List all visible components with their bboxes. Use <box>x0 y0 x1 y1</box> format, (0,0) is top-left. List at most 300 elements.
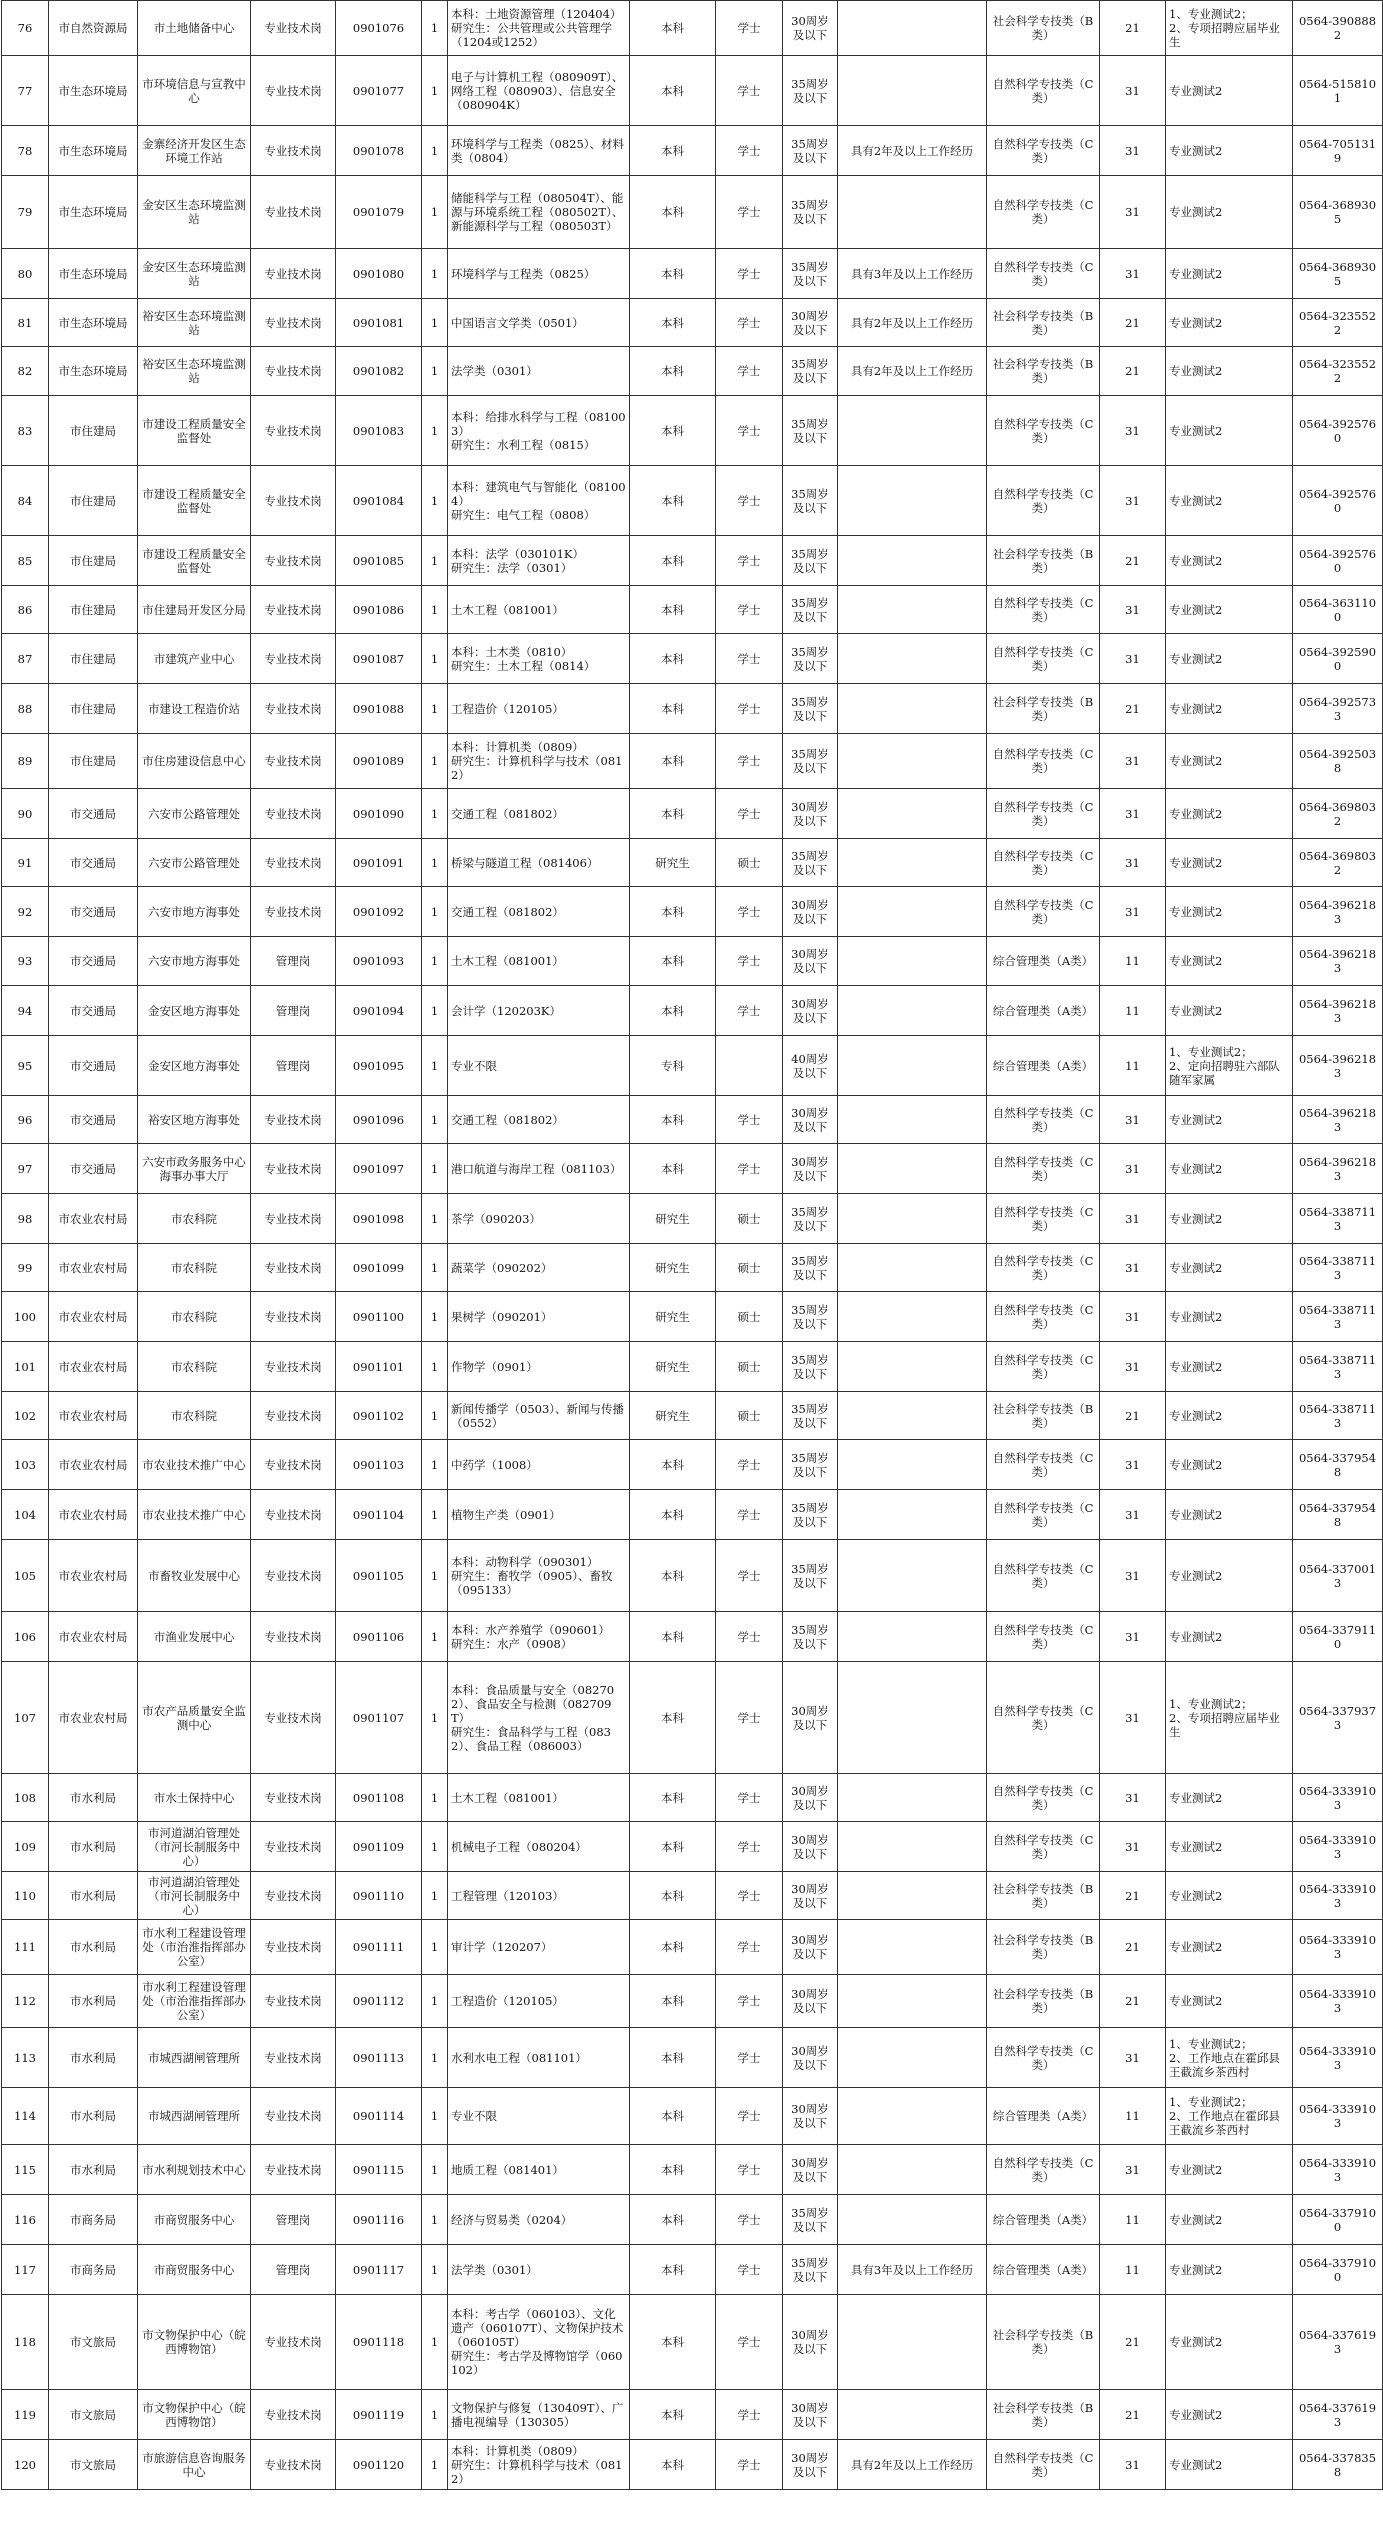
cell-headcount: 1 <box>422 734 448 789</box>
cell-position-code: 0901118 <box>336 2295 422 2390</box>
cell-age-limit: 30周岁及以下 <box>783 1662 838 1774</box>
cell-position-code: 0901090 <box>336 789 422 839</box>
cell-exam-category: 自然科学专技类（C类） <box>987 2440 1100 2490</box>
table-row <box>2 1392 1383 1440</box>
cell-other-requirement <box>838 1194 987 1244</box>
cell-hiring-unit: 金安区生态环境监测站 <box>138 249 251 299</box>
cell-exam-code: 31 <box>1100 2145 1166 2195</box>
cell-contact-phone: 0564-3339103 <box>1293 2028 1383 2088</box>
cell-position-type: 专业技术岗 <box>251 1872 336 1920</box>
cell-headcount: 1 <box>422 2245 448 2295</box>
cell-contact-phone: 0564-3379548 <box>1293 1490 1383 1540</box>
cell-education: 本科 <box>630 2195 716 2245</box>
cell-age-limit: 30周岁及以下 <box>783 1822 838 1872</box>
cell-hiring-unit: 市建设工程造价站 <box>138 684 251 734</box>
cell-major-requirement: 环境科学与工程类（0825） <box>448 249 630 299</box>
cell-major-requirement: 本科：动物科学（090301） 研究生：畜牧学（0905）、畜牧（095133） <box>448 1540 630 1612</box>
table-row <box>2 1292 1383 1342</box>
cell-contact-phone: 0564-7051319 <box>1293 126 1383 176</box>
cell-exam-code: 21 <box>1100 1392 1166 1440</box>
cell-position-code: 0901116 <box>336 2195 422 2245</box>
cell-degree <box>716 1036 783 1096</box>
cell-department: 市住建局 <box>49 634 138 684</box>
cell-hiring-unit: 裕安区地方海事处 <box>138 1096 251 1144</box>
cell-row-number: 116 <box>2 2195 49 2245</box>
cell-headcount: 1 <box>422 347 448 396</box>
cell-exam-code: 21 <box>1100 347 1166 396</box>
cell-age-limit: 35周岁及以下 <box>783 466 838 536</box>
cell-exam-code: 31 <box>1100 2028 1166 2088</box>
cell-major-requirement: 本科：法学（030101K） 研究生：法学（0301） <box>448 536 630 586</box>
cell-position-type: 专业技术岗 <box>251 1194 336 1244</box>
cell-remark: 专业测试2 <box>1166 2145 1293 2195</box>
cell-other-requirement <box>838 1392 987 1440</box>
cell-degree: 学士 <box>716 56 783 126</box>
cell-exam-code: 31 <box>1100 634 1166 684</box>
cell-position-code: 0901082 <box>336 347 422 396</box>
cell-headcount: 1 <box>422 1392 448 1440</box>
cell-exam-code: 21 <box>1100 684 1166 734</box>
cell-headcount: 1 <box>422 2145 448 2195</box>
cell-exam-category: 综合管理类（A类） <box>987 2088 1100 2145</box>
cell-exam-category: 自然科学专技类（C类） <box>987 2028 1100 2088</box>
cell-exam-code: 31 <box>1100 734 1166 789</box>
cell-degree: 学士 <box>716 1872 783 1920</box>
cell-exam-code: 31 <box>1100 1244 1166 1292</box>
cell-education: 本科 <box>630 249 716 299</box>
cell-headcount: 1 <box>422 1920 448 1975</box>
cell-hiring-unit: 市农科院 <box>138 1392 251 1440</box>
cell-remark: 专业测试2 <box>1166 839 1293 887</box>
table-row <box>2 396 1383 466</box>
cell-position-code: 0901084 <box>336 466 422 536</box>
cell-contact-phone: 0564-3925900 <box>1293 634 1383 684</box>
cell-row-number: 95 <box>2 1036 49 1096</box>
cell-exam-code: 31 <box>1100 1096 1166 1144</box>
cell-position-type: 专业技术岗 <box>251 1920 336 1975</box>
cell-position-type: 专业技术岗 <box>251 249 336 299</box>
cell-age-limit: 30周岁及以下 <box>783 937 838 986</box>
cell-headcount: 1 <box>422 986 448 1036</box>
cell-hiring-unit: 市住房建设信息中心 <box>138 734 251 789</box>
table-row <box>2 1440 1383 1490</box>
cell-headcount: 1 <box>422 536 448 586</box>
cell-hiring-unit: 市畜牧业发展中心 <box>138 1540 251 1612</box>
table-row <box>2 2245 1383 2295</box>
cell-degree: 学士 <box>716 1540 783 1612</box>
cell-degree: 学士 <box>716 986 783 1036</box>
cell-exam-category: 自然科学专技类（C类） <box>987 466 1100 536</box>
cell-degree: 学士 <box>716 1 783 56</box>
cell-degree: 学士 <box>716 347 783 396</box>
cell-education: 本科 <box>630 299 716 347</box>
cell-headcount: 1 <box>422 1612 448 1662</box>
cell-hiring-unit: 市建设工程质量安全监督处 <box>138 396 251 466</box>
cell-position-code: 0901111 <box>336 1920 422 1975</box>
cell-department: 市生态环境局 <box>49 249 138 299</box>
cell-position-type: 专业技术岗 <box>251 1490 336 1540</box>
cell-degree: 学士 <box>716 1975 783 2028</box>
cell-age-limit: 30周岁及以下 <box>783 1 838 56</box>
cell-hiring-unit: 市农科院 <box>138 1244 251 1292</box>
cell-age-limit: 35周岁及以下 <box>783 1244 838 1292</box>
cell-major-requirement: 果树学（090201） <box>448 1292 630 1342</box>
cell-other-requirement <box>838 1440 987 1490</box>
table-row <box>2 1774 1383 1822</box>
cell-department: 市住建局 <box>49 466 138 536</box>
cell-degree: 学士 <box>716 1662 783 1774</box>
cell-department: 市交通局 <box>49 1096 138 1144</box>
table-row <box>2 347 1383 396</box>
cell-position-type: 专业技术岗 <box>251 466 336 536</box>
cell-position-type: 专业技术岗 <box>251 396 336 466</box>
cell-department: 市住建局 <box>49 684 138 734</box>
cell-other-requirement <box>838 56 987 126</box>
cell-hiring-unit: 市河道湖泊管理处（市河长制服务中心） <box>138 1872 251 1920</box>
cell-position-type: 专业技术岗 <box>251 56 336 126</box>
table-row <box>2 466 1383 536</box>
cell-department: 市商务局 <box>49 2245 138 2295</box>
cell-row-number: 92 <box>2 887 49 937</box>
cell-age-limit: 35周岁及以下 <box>783 56 838 126</box>
cell-row-number: 108 <box>2 1774 49 1822</box>
table-row <box>2 2145 1383 2195</box>
table-row <box>2 1244 1383 1292</box>
cell-education: 专科 <box>630 1036 716 1096</box>
cell-remark: 专业测试2 <box>1166 299 1293 347</box>
cell-degree: 学士 <box>716 1822 783 1872</box>
cell-department: 市农业农村局 <box>49 1342 138 1392</box>
cell-contact-phone: 0564-3631100 <box>1293 586 1383 634</box>
cell-major-requirement: 电子与计算机工程（080909T）、网络工程（080903）、信息安全（080904K） <box>448 56 630 126</box>
cell-exam-category: 自然科学专技类（C类） <box>987 1144 1100 1194</box>
cell-exam-code: 11 <box>1100 937 1166 986</box>
cell-major-requirement: 本科：给排水科学与工程（081003） 研究生：水利工程（0815） <box>448 396 630 466</box>
cell-other-requirement <box>838 1244 987 1292</box>
cell-major-requirement: 植物生产类（0901） <box>448 1490 630 1540</box>
table-row <box>2 734 1383 789</box>
cell-row-number: 83 <box>2 396 49 466</box>
cell-hiring-unit: 金安区生态环境监测站 <box>138 176 251 249</box>
cell-remark: 专业测试2 <box>1166 887 1293 937</box>
cell-degree: 学士 <box>716 887 783 937</box>
cell-contact-phone: 0564-3339103 <box>1293 1774 1383 1822</box>
cell-hiring-unit: 六安市公路管理处 <box>138 839 251 887</box>
cell-headcount: 1 <box>422 684 448 734</box>
cell-exam-category: 综合管理类（A类） <box>987 2245 1100 2295</box>
cell-headcount: 1 <box>422 2195 448 2245</box>
cell-age-limit: 30周岁及以下 <box>783 1975 838 2028</box>
cell-major-requirement: 储能科学与工程（080504T）、能源与环境系统工程（080502T）、新能源科学与工程（080503T） <box>448 176 630 249</box>
cell-remark: 专业测试2 <box>1166 1975 1293 2028</box>
cell-major-requirement: 蔬菜学（090202） <box>448 1244 630 1292</box>
table-row <box>2 536 1383 586</box>
cell-headcount: 1 <box>422 2390 448 2440</box>
cell-other-requirement <box>838 1612 987 1662</box>
cell-row-number: 104 <box>2 1490 49 1540</box>
cell-headcount: 1 <box>422 299 448 347</box>
cell-degree: 学士 <box>716 2245 783 2295</box>
cell-education: 本科 <box>630 1440 716 1490</box>
cell-position-code: 0901092 <box>336 887 422 937</box>
cell-remark: 专业测试2 <box>1166 1244 1293 1292</box>
cell-age-limit: 35周岁及以下 <box>783 396 838 466</box>
cell-major-requirement: 法学类（0301） <box>448 347 630 396</box>
cell-contact-phone: 0564-3698032 <box>1293 839 1383 887</box>
cell-remark: 专业测试2 <box>1166 2440 1293 2490</box>
cell-hiring-unit: 裕安区生态环境监测站 <box>138 347 251 396</box>
cell-headcount: 1 <box>422 1774 448 1822</box>
cell-headcount: 1 <box>422 1144 448 1194</box>
cell-exam-code: 11 <box>1100 2088 1166 2145</box>
cell-position-code: 0901091 <box>336 839 422 887</box>
cell-position-code: 0901110 <box>336 1872 422 1920</box>
cell-degree: 学士 <box>716 466 783 536</box>
cell-row-number: 77 <box>2 56 49 126</box>
cell-position-code: 0901094 <box>336 986 422 1036</box>
cell-contact-phone: 0564-3379100 <box>1293 2245 1383 2295</box>
cell-education: 本科 <box>630 2440 716 2490</box>
cell-position-code: 0901109 <box>336 1822 422 1872</box>
cell-major-requirement: 本科：土地资源管理（120404） 研究生：公共管理或公共管理学（1204或1252） <box>448 1 630 56</box>
cell-major-requirement: 桥梁与隧道工程（081406） <box>448 839 630 887</box>
cell-education: 本科 <box>630 789 716 839</box>
cell-row-number: 111 <box>2 1920 49 1975</box>
cell-major-requirement: 土木工程（081001） <box>448 1774 630 1822</box>
cell-education: 本科 <box>630 1920 716 1975</box>
cell-age-limit: 30周岁及以下 <box>783 1144 838 1194</box>
cell-department: 市农业农村局 <box>49 1540 138 1612</box>
cell-exam-category: 自然科学专技类（C类） <box>987 1662 1100 1774</box>
table-row <box>2 1194 1383 1244</box>
cell-row-number: 80 <box>2 249 49 299</box>
cell-education: 本科 <box>630 1612 716 1662</box>
cell-remark: 专业测试2 <box>1166 1292 1293 1342</box>
cell-other-requirement <box>838 2390 987 2440</box>
cell-education: 研究生 <box>630 839 716 887</box>
cell-exam-category: 自然科学专技类（C类） <box>987 1822 1100 1872</box>
cell-department: 市交通局 <box>49 937 138 986</box>
cell-row-number: 120 <box>2 2440 49 2490</box>
cell-major-requirement: 专业不限 <box>448 2088 630 2145</box>
cell-position-type: 专业技术岗 <box>251 2028 336 2088</box>
cell-contact-phone: 0564-3925038 <box>1293 734 1383 789</box>
table-row <box>2 586 1383 634</box>
cell-exam-category: 自然科学专技类（C类） <box>987 1490 1100 1540</box>
cell-hiring-unit: 市水利规划技术中心 <box>138 2145 251 2195</box>
cell-row-number: 118 <box>2 2295 49 2390</box>
cell-other-requirement: 具有2年及以上工作经历 <box>838 126 987 176</box>
cell-position-type: 管理岗 <box>251 1036 336 1096</box>
cell-exam-category: 社会科学专技类（B类） <box>987 684 1100 734</box>
cell-remark: 专业测试2 <box>1166 986 1293 1036</box>
cell-hiring-unit: 裕安区生态环境监测站 <box>138 299 251 347</box>
table-body <box>2 1 1383 2490</box>
cell-hiring-unit: 市建筑产业中心 <box>138 634 251 684</box>
cell-exam-category: 自然科学专技类（C类） <box>987 586 1100 634</box>
cell-row-number: 101 <box>2 1342 49 1392</box>
cell-department: 市商务局 <box>49 2195 138 2245</box>
cell-degree: 学士 <box>716 2195 783 2245</box>
table-row <box>2 2390 1383 2440</box>
cell-education: 本科 <box>630 396 716 466</box>
cell-other-requirement <box>838 176 987 249</box>
cell-row-number: 112 <box>2 1975 49 2028</box>
cell-remark: 专业测试2 <box>1166 56 1293 126</box>
cell-contact-phone: 0564-3962183 <box>1293 1096 1383 1144</box>
cell-position-type: 专业技术岗 <box>251 1 336 56</box>
cell-remark: 专业测试2 <box>1166 176 1293 249</box>
cell-remark: 专业测试2 <box>1166 347 1293 396</box>
cell-major-requirement: 交通工程（081802） <box>448 887 630 937</box>
cell-headcount: 1 <box>422 1490 448 1540</box>
cell-contact-phone: 0564-3376193 <box>1293 2390 1383 2440</box>
cell-row-number: 99 <box>2 1244 49 1292</box>
cell-exam-code: 21 <box>1100 1920 1166 1975</box>
cell-hiring-unit: 六安市地方海事处 <box>138 937 251 986</box>
cell-major-requirement: 会计学（120203K） <box>448 986 630 1036</box>
cell-exam-category: 自然科学专技类（C类） <box>987 734 1100 789</box>
cell-exam-code: 31 <box>1100 1490 1166 1540</box>
cell-exam-code: 21 <box>1100 536 1166 586</box>
cell-row-number: 98 <box>2 1194 49 1244</box>
cell-education: 本科 <box>630 2145 716 2195</box>
cell-headcount: 1 <box>422 1 448 56</box>
cell-row-number: 91 <box>2 839 49 887</box>
cell-position-type: 专业技术岗 <box>251 2295 336 2390</box>
cell-major-requirement: 法学类（0301） <box>448 2245 630 2295</box>
cell-other-requirement <box>838 1342 987 1392</box>
cell-degree: 学士 <box>716 1144 783 1194</box>
table-row <box>2 56 1383 126</box>
cell-remark: 专业测试2 <box>1166 1440 1293 1490</box>
cell-degree: 硕士 <box>716 1392 783 1440</box>
cell-position-code: 0901112 <box>336 1975 422 2028</box>
cell-department: 市交通局 <box>49 839 138 887</box>
cell-age-limit: 30周岁及以下 <box>783 2028 838 2088</box>
cell-major-requirement: 经济与贸易类（0204） <box>448 2195 630 2245</box>
cell-exam-code: 31 <box>1100 887 1166 937</box>
cell-major-requirement: 文物保护与修复（130409T）、广播电视编导（130305） <box>448 2390 630 2440</box>
cell-education: 本科 <box>630 634 716 684</box>
cell-exam-code: 31 <box>1100 396 1166 466</box>
cell-row-number: 113 <box>2 2028 49 2088</box>
cell-department: 市生态环境局 <box>49 176 138 249</box>
cell-education: 研究生 <box>630 1342 716 1392</box>
cell-age-limit: 30周岁及以下 <box>783 299 838 347</box>
cell-other-requirement <box>838 789 987 839</box>
cell-contact-phone: 0564-3378358 <box>1293 2440 1383 2490</box>
cell-hiring-unit: 市旅游信息咨询服务中心 <box>138 2440 251 2490</box>
cell-department: 市交通局 <box>49 1144 138 1194</box>
cell-age-limit: 35周岁及以下 <box>783 1342 838 1392</box>
cell-position-code: 0901117 <box>336 2245 422 2295</box>
cell-education: 本科 <box>630 347 716 396</box>
cell-degree: 学士 <box>716 1490 783 1540</box>
cell-education: 本科 <box>630 1490 716 1540</box>
cell-hiring-unit: 市农业技术推广中心 <box>138 1490 251 1540</box>
cell-other-requirement <box>838 684 987 734</box>
cell-age-limit: 35周岁及以下 <box>783 1392 838 1440</box>
cell-contact-phone: 0564-3387113 <box>1293 1194 1383 1244</box>
table-row <box>2 1342 1383 1392</box>
cell-other-requirement <box>838 1920 987 1975</box>
cell-exam-category: 自然科学专技类（C类） <box>987 126 1100 176</box>
cell-hiring-unit: 市文物保护中心（皖西博物馆） <box>138 2295 251 2390</box>
cell-exam-code: 31 <box>1100 249 1166 299</box>
cell-department: 市自然资源局 <box>49 1 138 56</box>
cell-position-type: 专业技术岗 <box>251 734 336 789</box>
cell-headcount: 1 <box>422 1540 448 1612</box>
cell-exam-category: 社会科学专技类（B类） <box>987 1 1100 56</box>
cell-exam-category: 自然科学专技类（C类） <box>987 1194 1100 1244</box>
cell-department: 市文旅局 <box>49 2295 138 2390</box>
cell-exam-category: 综合管理类（A类） <box>987 1036 1100 1096</box>
cell-contact-phone: 0564-3698032 <box>1293 789 1383 839</box>
cell-department: 市农业农村局 <box>49 1612 138 1662</box>
cell-education: 本科 <box>630 536 716 586</box>
cell-major-requirement: 本科：建筑电气与智能化（081004） 研究生：电气工程（0808） <box>448 466 630 536</box>
cell-position-type: 专业技术岗 <box>251 2145 336 2195</box>
cell-row-number: 82 <box>2 347 49 396</box>
cell-department: 市水利局 <box>49 1920 138 1975</box>
cell-major-requirement: 水利水电工程（081101） <box>448 2028 630 2088</box>
cell-hiring-unit: 六安市政务服务中心海事办事大厅 <box>138 1144 251 1194</box>
cell-remark: 专业测试2 <box>1166 1540 1293 1612</box>
cell-row-number: 110 <box>2 1872 49 1920</box>
cell-department: 市水利局 <box>49 1822 138 1872</box>
cell-remark: 专业测试2 <box>1166 1096 1293 1144</box>
cell-department: 市生态环境局 <box>49 347 138 396</box>
cell-exam-code: 21 <box>1100 299 1166 347</box>
cell-remark: 专业测试2 <box>1166 249 1293 299</box>
table-row <box>2 1612 1383 1662</box>
cell-headcount: 1 <box>422 937 448 986</box>
cell-other-requirement <box>838 1 987 56</box>
cell-headcount: 1 <box>422 466 448 536</box>
cell-education: 本科 <box>630 2390 716 2440</box>
cell-contact-phone: 0564-3962183 <box>1293 1036 1383 1096</box>
cell-headcount: 1 <box>422 1036 448 1096</box>
cell-other-requirement <box>838 1975 987 2028</box>
cell-hiring-unit: 市文物保护中心（皖西博物馆） <box>138 2390 251 2440</box>
cell-major-requirement: 交通工程（081802） <box>448 1096 630 1144</box>
cell-age-limit: 30周岁及以下 <box>783 2295 838 2390</box>
cell-headcount: 1 <box>422 789 448 839</box>
table-row <box>2 1096 1383 1144</box>
cell-row-number: 89 <box>2 734 49 789</box>
cell-exam-category: 综合管理类（A类） <box>987 986 1100 1036</box>
cell-contact-phone: 0564-3908882 <box>1293 1 1383 56</box>
cell-row-number: 79 <box>2 176 49 249</box>
cell-position-code: 0901081 <box>336 299 422 347</box>
cell-position-code: 0901106 <box>336 1612 422 1662</box>
cell-exam-code: 11 <box>1100 1036 1166 1096</box>
cell-education: 研究生 <box>630 1292 716 1342</box>
cell-degree: 学士 <box>716 789 783 839</box>
cell-position-type: 专业技术岗 <box>251 1975 336 2028</box>
cell-remark: 专业测试2 <box>1166 1392 1293 1440</box>
cell-degree: 学士 <box>716 937 783 986</box>
cell-contact-phone: 0564-3235522 <box>1293 299 1383 347</box>
cell-age-limit: 35周岁及以下 <box>783 249 838 299</box>
cell-education: 本科 <box>630 2295 716 2390</box>
cell-position-code: 0901078 <box>336 126 422 176</box>
cell-other-requirement <box>838 2088 987 2145</box>
cell-contact-phone: 0564-3387113 <box>1293 1244 1383 1292</box>
cell-department: 市生态环境局 <box>49 56 138 126</box>
cell-hiring-unit: 金安区地方海事处 <box>138 1036 251 1096</box>
